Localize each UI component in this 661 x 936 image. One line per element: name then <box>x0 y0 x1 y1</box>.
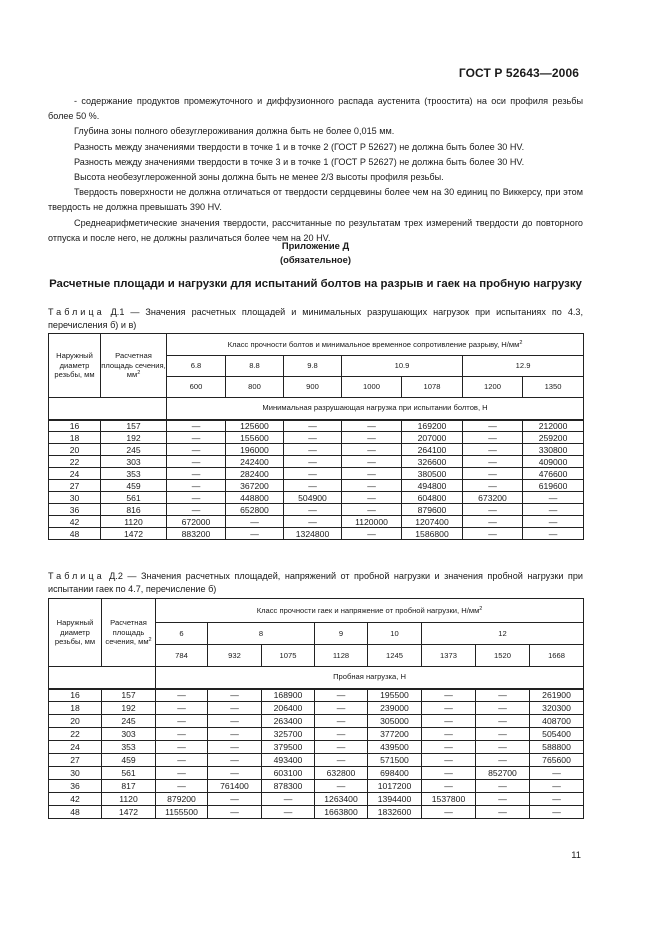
cell-load: — <box>523 528 584 540</box>
class-cell: 8 <box>208 623 315 645</box>
cell-load: 603100 <box>262 767 315 780</box>
cell-diameter: 20 <box>49 715 102 728</box>
cell-load: — <box>342 492 402 504</box>
cell-load: — <box>463 504 523 516</box>
cell-load: — <box>463 528 523 540</box>
cell-load: 367200 <box>226 480 284 492</box>
cell-load: — <box>284 504 342 516</box>
cell-load: 1394400 <box>368 793 422 806</box>
cell-load: 206400 <box>262 702 315 715</box>
table-row <box>49 456 584 468</box>
cell-load: — <box>422 689 476 702</box>
cell-load: 672000 <box>167 516 226 528</box>
cell-diameter: 42 <box>49 793 102 806</box>
cell-diameter: 30 <box>49 767 102 780</box>
class-cell: 10 <box>368 623 422 645</box>
cell-load: 494800 <box>402 480 463 492</box>
cell-load: 448800 <box>226 492 284 504</box>
table-row <box>49 780 584 793</box>
cell-load: — <box>156 728 208 741</box>
stress-cell: 1668 <box>530 645 584 667</box>
table-row <box>49 741 584 754</box>
cell-load: 439500 <box>368 741 422 754</box>
header-spacer <box>49 398 167 420</box>
cell-load: 504900 <box>284 492 342 504</box>
cell-load: — <box>226 516 284 528</box>
load-header: Пробная нагрузка, Н <box>156 667 584 689</box>
cell-load: — <box>422 702 476 715</box>
table-row <box>49 806 584 819</box>
cell-load: 588800 <box>530 741 584 754</box>
cell-load: — <box>476 689 530 702</box>
cell-load: 168900 <box>262 689 315 702</box>
cell-load: — <box>226 528 284 540</box>
class-header: Класс прочности болтов и минимальное временное сопротивление разрыву, $Н/мм^2$ <box>167 334 584 356</box>
cell-load: — <box>156 689 208 702</box>
cell-load: 1017200 <box>368 780 422 793</box>
cell-load: — <box>315 715 368 728</box>
cell-load: — <box>284 420 342 432</box>
cell-area: 245 <box>101 444 167 456</box>
stress-cell: 1520 <box>476 645 530 667</box>
cell-load: — <box>167 480 226 492</box>
cell-load: — <box>167 432 226 444</box>
cell-load: 155600 <box>226 432 284 444</box>
cell-load: — <box>167 420 226 432</box>
cell-load: — <box>342 444 402 456</box>
cell-load: 408700 <box>530 715 584 728</box>
cell-load: 242400 <box>226 456 284 468</box>
cell-load: 852700 <box>476 767 530 780</box>
cell-load: 1537800 <box>422 793 476 806</box>
cell-load: — <box>476 806 530 819</box>
cell-area: 561 <box>101 492 167 504</box>
cell-load: — <box>167 468 226 480</box>
paragraph: Среднеарифметические значения твердости, рассчитанные по результатам трех измерений твердости до повторного отпуска и после него, не должны различаться более чем на 20 HV. <box>48 217 583 243</box>
cell-load: — <box>167 492 226 504</box>
cell-load: — <box>422 767 476 780</box>
cell-load: — <box>530 793 584 806</box>
cell-load: 264100 <box>402 444 463 456</box>
cell-diameter: 16 <box>49 689 102 702</box>
cell-load: 1663800 <box>315 806 368 819</box>
cell-diameter: 30 <box>49 492 101 504</box>
cell-load: 765600 <box>530 754 584 767</box>
cell-load: 632800 <box>315 767 368 780</box>
table-row <box>49 432 584 444</box>
cell-load: — <box>463 432 523 444</box>
cell-load: — <box>208 702 262 715</box>
col-header-diameter: Наружный диаметр резьбы, мм <box>49 599 102 667</box>
load-header: Минимальная разрушающая нагрузка при испытании болтов, Н <box>167 398 584 420</box>
cell-load: — <box>422 741 476 754</box>
table-row <box>49 420 584 432</box>
table-row <box>49 767 584 780</box>
cell-load: 377200 <box>368 728 422 741</box>
cell-load: — <box>463 516 523 528</box>
cell-area: 303 <box>101 456 167 468</box>
cell-diameter: 42 <box>49 516 101 528</box>
cell-diameter: 48 <box>49 528 101 540</box>
paragraph: Разность между значениями твердости в точке 3 и в точке 1 (ГОСТ Р 52627) не должна быть более 30 HV. <box>74 156 525 167</box>
cell-area: 561 <box>102 767 156 780</box>
cell-load: — <box>342 528 402 540</box>
cell-area: 157 <box>101 420 167 432</box>
document-code: ГОСТ Р 52643—2006 <box>458 66 579 80</box>
cell-diameter: 18 <box>49 432 101 444</box>
cell-area: 1120 <box>101 516 167 528</box>
cell-load: — <box>284 444 342 456</box>
cell-load: — <box>530 767 584 780</box>
cell-load: — <box>476 780 530 793</box>
cell-load: — <box>422 780 476 793</box>
class-cell: 9 <box>315 623 368 645</box>
class-cell: 9.8 <box>284 356 342 377</box>
cell-diameter: 27 <box>49 754 102 767</box>
cell-load: — <box>315 780 368 793</box>
table-row <box>49 444 584 456</box>
table-row <box>49 492 584 504</box>
cell-load: 1586800 <box>402 528 463 540</box>
cell-load: — <box>208 715 262 728</box>
cell-diameter: 36 <box>49 504 101 516</box>
cell-load: — <box>156 715 208 728</box>
table-row <box>49 689 584 702</box>
section-title: Расчетные площади и нагрузки для испытаний болтов на разрыв и гаек на пробную нагрузку <box>49 278 582 290</box>
cell-load: 1155500 <box>156 806 208 819</box>
stress-cell: 784 <box>156 645 208 667</box>
paragraph: Твердость поверхности не должна отличаться от твердости сердцевины более чем на 30 единиц по Виккерсу, при этом твердость не должна превышать 390 HV. <box>48 187 583 213</box>
cell-load: 259200 <box>523 432 584 444</box>
cell-load: 379500 <box>262 741 315 754</box>
cell-load: 326600 <box>402 456 463 468</box>
cell-load: — <box>208 741 262 754</box>
cell-load: — <box>262 793 315 806</box>
cell-load: — <box>463 480 523 492</box>
cell-load: — <box>476 715 530 728</box>
cell-load: 476600 <box>523 468 584 480</box>
stress-cell: 600 <box>167 377 226 398</box>
table-row <box>49 793 584 806</box>
header-spacer <box>49 667 156 689</box>
cell-area: 353 <box>102 741 156 754</box>
paragraph: Глубина зоны полного обезуглероживания должна быть не более 0,015 мм. <box>74 126 395 137</box>
cell-load: 196000 <box>226 444 284 456</box>
cell-load: 409000 <box>523 456 584 468</box>
cell-diameter: 48 <box>49 806 102 819</box>
cell-load: 325700 <box>262 728 315 741</box>
cell-load: — <box>530 806 584 819</box>
cell-load: — <box>284 480 342 492</box>
cell-load: — <box>342 504 402 516</box>
cell-area: 1472 <box>102 806 156 819</box>
cell-load: — <box>208 767 262 780</box>
cell-load: — <box>422 715 476 728</box>
cell-load: — <box>315 689 368 702</box>
cell-load: — <box>342 432 402 444</box>
table-d1 <box>48 333 584 540</box>
class-cell: 6.8 <box>167 356 226 377</box>
stress-cell: 900 <box>284 377 342 398</box>
cell-load: 261900 <box>530 689 584 702</box>
cell-area: 816 <box>101 504 167 516</box>
cell-diameter: 22 <box>49 728 102 741</box>
cell-load: 125600 <box>226 420 284 432</box>
cell-load: — <box>315 702 368 715</box>
cell-load: — <box>284 432 342 444</box>
cell-load: 761400 <box>208 780 262 793</box>
cell-load: 619600 <box>523 480 584 492</box>
cell-load: — <box>284 516 342 528</box>
table-row <box>49 728 584 741</box>
cell-load: — <box>167 504 226 516</box>
stress-cell: 1000 <box>342 377 402 398</box>
cell-area: 303 <box>102 728 156 741</box>
cell-load: — <box>208 689 262 702</box>
cell-area: 817 <box>102 780 156 793</box>
cell-load: — <box>156 767 208 780</box>
cell-area: 459 <box>101 480 167 492</box>
cell-load: — <box>284 468 342 480</box>
cell-load: 330800 <box>523 444 584 456</box>
paragraph: Разность между значениями твердости в точке 1 и в точке 2 (ГОСТ Р 52627) не должна быть более 30 HV. <box>74 141 525 152</box>
cell-load: 305000 <box>368 715 422 728</box>
cell-load: 698400 <box>368 767 422 780</box>
cell-load: — <box>167 456 226 468</box>
cell-load: 883200 <box>167 528 226 540</box>
cell-load: 207000 <box>402 432 463 444</box>
cell-load: — <box>523 492 584 504</box>
cell-load: — <box>342 480 402 492</box>
cell-area: 192 <box>101 432 167 444</box>
cell-area: 1472 <box>101 528 167 540</box>
cell-area: 459 <box>102 754 156 767</box>
cell-load: 571500 <box>368 754 422 767</box>
cell-load: — <box>342 468 402 480</box>
cell-diameter: 16 <box>49 420 101 432</box>
stress-cell: 1373 <box>422 645 476 667</box>
body-text <box>48 94 583 246</box>
table-row <box>49 702 584 715</box>
cell-area: 192 <box>102 702 156 715</box>
class-header: Класс прочности гаек и напряжение от пробной нагрузки, $Н/мм^2$ <box>156 599 584 623</box>
table-row <box>49 480 584 492</box>
table2-caption-lead: Таблица <box>48 571 105 581</box>
cell-load: — <box>315 728 368 741</box>
cell-load: — <box>262 806 315 819</box>
cell-area: 353 <box>101 468 167 480</box>
cell-load: — <box>476 728 530 741</box>
cell-load: 380500 <box>402 468 463 480</box>
cell-diameter: 20 <box>49 444 101 456</box>
cell-load: — <box>463 420 523 432</box>
cell-diameter: 22 <box>49 456 101 468</box>
cell-load: — <box>342 420 402 432</box>
cell-load: — <box>476 754 530 767</box>
cell-load: — <box>167 444 226 456</box>
table2-caption-text: Д.2 — Значения расчетных площадей, напряжений от пробной нагрузки и значения пробной нагрузки при испытании гаек по 4.7, перечисление б) <box>48 571 583 595</box>
cell-load: 673200 <box>463 492 523 504</box>
cell-area: 245 <box>102 715 156 728</box>
cell-load: — <box>476 793 530 806</box>
cell-load: 1324800 <box>284 528 342 540</box>
cell-diameter: 36 <box>49 780 102 793</box>
cell-load: — <box>422 754 476 767</box>
cell-load: — <box>463 456 523 468</box>
table-row <box>49 504 584 516</box>
table1-caption <box>48 306 583 333</box>
table-row <box>49 468 584 480</box>
paragraph: Высота необезуглероженной зоны должна быть не менее 2/3 высоты профиля резьбы. <box>74 172 444 183</box>
stress-cell: 932 <box>208 645 262 667</box>
col-header-area: Расчетная площадь сечения, $мм^2$ <box>101 334 167 398</box>
table-row <box>49 715 584 728</box>
cell-load: — <box>463 444 523 456</box>
cell-load: — <box>208 728 262 741</box>
cell-load: 1263400 <box>315 793 368 806</box>
cell-load: 282400 <box>226 468 284 480</box>
cell-load: 1832600 <box>368 806 422 819</box>
cell-load: — <box>156 754 208 767</box>
cell-load: — <box>476 741 530 754</box>
stress-cell: 800 <box>226 377 284 398</box>
class-cell: 10.9 <box>342 356 463 377</box>
table1-caption-lead: Таблица <box>48 307 105 317</box>
cell-load: — <box>208 806 262 819</box>
col-header-diameter: Наружный диаметр резьбы, мм <box>49 334 101 398</box>
cell-load: — <box>523 504 584 516</box>
cell-load: — <box>208 793 262 806</box>
table-row <box>49 754 584 767</box>
cell-load: 195500 <box>368 689 422 702</box>
table1-caption-text: Д.1 — Значения расчетных площадей и минимальных разрушающих нагрузок при испытаниях по 4.3, перечисления б) и в) <box>48 307 583 331</box>
page-number: 11 <box>571 849 581 860</box>
cell-load: — <box>523 516 584 528</box>
stress-cell: 1128 <box>315 645 368 667</box>
table-row <box>49 516 584 528</box>
cell-area: 1120 <box>102 793 156 806</box>
cell-diameter: 24 <box>49 741 102 754</box>
cell-load: 1120000 <box>342 516 402 528</box>
cell-load: — <box>208 754 262 767</box>
appendix-label: Приложение Д <box>281 240 350 251</box>
cell-load: — <box>476 702 530 715</box>
stress-cell: 1245 <box>368 645 422 667</box>
paragraph: - содержание продуктов промежуточного и диффузионного распада аустенита (троостита) на оси профиля резьбы более 50 %. <box>48 96 583 122</box>
table2-caption <box>48 570 583 597</box>
class-cell: 6 <box>156 623 208 645</box>
cell-load: — <box>530 780 584 793</box>
cell-load: 879200 <box>156 793 208 806</box>
cell-diameter: 27 <box>49 480 101 492</box>
cell-load: 239000 <box>368 702 422 715</box>
cell-load: — <box>342 456 402 468</box>
cell-load: — <box>422 806 476 819</box>
cell-load: — <box>422 728 476 741</box>
cell-load: 604800 <box>402 492 463 504</box>
stress-cell: 1075 <box>262 645 315 667</box>
cell-load: 878300 <box>262 780 315 793</box>
class-cell: 8.8 <box>226 356 284 377</box>
appendix-status: (обязательное) <box>280 254 351 265</box>
class-cell: 12.9 <box>463 356 584 377</box>
cell-load: 1207400 <box>402 516 463 528</box>
cell-load: — <box>284 456 342 468</box>
cell-load: 505400 <box>530 728 584 741</box>
cell-diameter: 24 <box>49 468 101 480</box>
cell-load: — <box>463 468 523 480</box>
class-cell: 12 <box>422 623 584 645</box>
cell-load: — <box>315 741 368 754</box>
cell-load: 169200 <box>402 420 463 432</box>
cell-load: — <box>156 741 208 754</box>
cell-load: 212000 <box>523 420 584 432</box>
stress-cell: 1200 <box>463 377 523 398</box>
cell-area: 157 <box>102 689 156 702</box>
cell-load: 263400 <box>262 715 315 728</box>
table-row <box>49 528 584 540</box>
cell-load: — <box>156 702 208 715</box>
col-header-area: Расчетная площадь сечения, $мм^2$ <box>102 599 156 667</box>
cell-diameter: 18 <box>49 702 102 715</box>
cell-load: — <box>156 780 208 793</box>
stress-cell: 1350 <box>523 377 584 398</box>
cell-load: 652800 <box>226 504 284 516</box>
cell-load: 493400 <box>262 754 315 767</box>
cell-load: 320300 <box>530 702 584 715</box>
stress-cell: 1078 <box>402 377 463 398</box>
cell-load: — <box>315 754 368 767</box>
cell-load: 879600 <box>402 504 463 516</box>
table-d2 <box>48 598 584 819</box>
